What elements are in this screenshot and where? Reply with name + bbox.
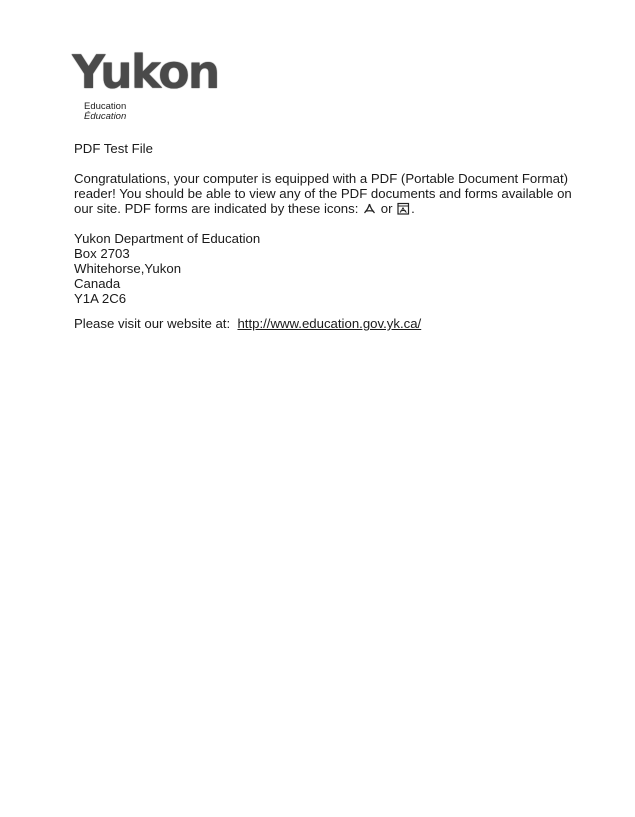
address-line-2: Box 2703 [74,246,130,261]
yukon-education-logo [72,44,219,124]
paragraph-line-3-prefix: our site. PDF forms are indicated by these icons: [74,201,359,216]
paragraph-line-1: Congratulations, your computer is equipped with a PDF (Portable Document Format) [74,171,569,186]
paragraph-line-3-suffix: . [411,201,415,216]
website-link[interactable]: http://www.education.gov.yk.ca/ [237,316,422,331]
logo-wordmark: Yukon [72,45,219,99]
document-title: PDF Test File [74,141,153,156]
address-line-5: Y1A 2C6 [74,291,127,306]
website-line [74,316,421,331]
address-line-1: Yukon Department of Education [74,231,261,246]
paragraph-line-3-or: or [380,201,393,216]
pdf-form-icon [397,202,410,218]
acrobat-icon [363,203,376,218]
logo-subtitle-en: Education [84,101,127,112]
paragraph-line-2: reader! You should be able to view any of the PDF documents and forms available on [74,186,572,201]
address-line-4: Canada [74,276,121,291]
address-line-3: Whitehorse,Yukon [74,261,182,276]
website-prefix: Please visit our website at: [74,316,231,331]
logo-subtitle-fr: Éducation [84,111,127,122]
paragraph-line-3 [74,201,415,218]
